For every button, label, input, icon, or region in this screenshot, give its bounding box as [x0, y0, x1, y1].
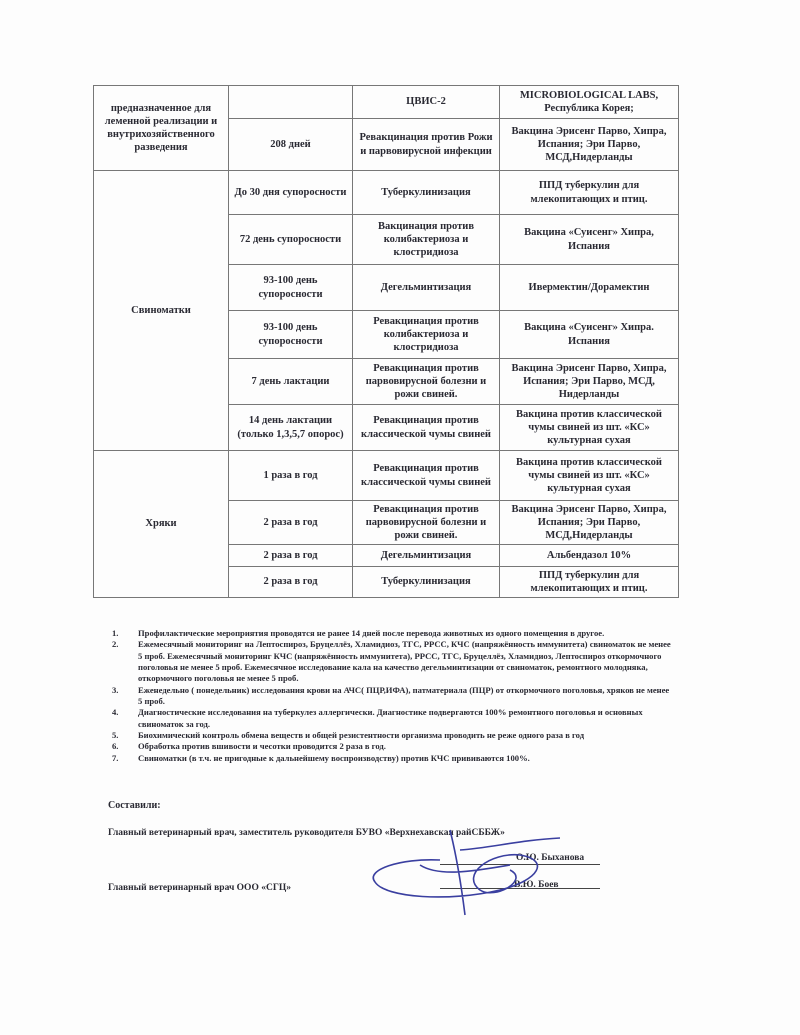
measure-cell: Ревакцинация против классической чумы свиней: [353, 405, 500, 451]
timing-cell: [229, 86, 353, 119]
timing-cell: 72 день супоросности: [229, 215, 353, 265]
signer1-name: О.Ю. Быханова: [516, 853, 585, 863]
notes-list: [112, 628, 672, 764]
timing-cell: 93-100 день супоросности: [229, 265, 353, 311]
note-item: [112, 685, 672, 708]
timing-cell: 1 раза в год: [229, 451, 353, 501]
note-item: [112, 628, 672, 639]
drug-cell: ППД туберкулин для млекопитающих и птиц.: [500, 171, 679, 215]
animal-group-cell: Хряки: [94, 451, 229, 598]
animal-group-cell: предназначенное для леменной реализации и внутрихозяйственного разведения: [94, 86, 229, 171]
timing-cell: 2 раза в год: [229, 545, 353, 567]
note-text: Свиноматки (в т.ч. не пригодные к дальнейшему воспроизводству) против КЧС прививаются 100%.: [138, 752, 530, 763]
timing-cell: До 30 дня супоросности: [229, 171, 353, 215]
note-number: 4.: [112, 707, 119, 718]
timing-cell: 14 день лактации (только 1,3,5,7 опорос): [229, 405, 353, 451]
drug-cell: Вакцина «Суисенг» Хипра, Испания: [500, 215, 679, 265]
drug-cell: Вакцина Эрисенг Парво, Хипра, Испания; Эри Парво, МСД,Нидерланды: [500, 119, 679, 171]
timing-cell: 2 раза в год: [229, 501, 353, 545]
note-item: [112, 707, 672, 730]
note-item: [112, 730, 672, 741]
note-number: 1.: [112, 628, 119, 638]
timing-cell: 7 день лактации: [229, 359, 353, 405]
note-number: 3.: [112, 684, 119, 695]
signer1-title: Главный ветеринарный врач, заместитель руководителя БУВО «Верхнехавская райСББЖ»: [108, 828, 505, 838]
vaccination-table: [93, 85, 679, 598]
timing-cell: 2 раза в год: [229, 567, 353, 598]
drug-cell: Вакцина «Суисенг» Хипра. Испания: [500, 311, 679, 359]
note-item: [112, 741, 672, 752]
signer2-name: В.Ю. Боев: [514, 880, 559, 890]
timing-cell: 208 дней: [229, 119, 353, 171]
measure-cell: Ревакцинация против классической чумы свиней: [353, 451, 500, 501]
measure-cell: Туберкулинизация: [353, 171, 500, 215]
measure-cell: Ревакцинация против колибактериоза и клостридиоза: [353, 311, 500, 359]
table-row: [94, 86, 679, 119]
handwritten-signature: [360, 820, 580, 920]
table-row: [94, 451, 679, 501]
measure-cell: Ревакцинация против парвовирусной болезни и рожи свиней.: [353, 359, 500, 405]
note-item: [112, 753, 672, 764]
note-number: 2.: [112, 639, 119, 650]
measure-cell: Дегельминтизация: [353, 265, 500, 311]
drug-cell: Вакцина против классической чумы свиней из шт. «КС» культурная сухая: [500, 405, 679, 451]
note-number: 7.: [112, 752, 119, 763]
note-text: Биохимический контроль обмена веществ и общей резистентности организма проводить не реже одного раза в год: [138, 730, 585, 741]
compiled-by-label: Составили:: [108, 800, 161, 811]
measure-cell: Ревакцинация против парвовирусной болезни и рожи свиней.: [353, 501, 500, 545]
note-text: Еженедельно ( понедельник) исследования крови на АЧС( ПЦР,ИФА), патматериала (ПЦР) от откормочного поголовья, хряков не менее 5 проб.: [138, 684, 670, 707]
measure-cell: Ревакцинация против Рожи и парвовирусной инфекции: [353, 119, 500, 171]
animal-group-cell: Свиноматки: [94, 171, 229, 451]
drug-cell: Альбендазол 10%: [500, 545, 679, 567]
drug-cell: ППД туберкулин для млекопитающих и птиц.: [500, 567, 679, 598]
measure-cell: Дегельминтизация: [353, 545, 500, 567]
drug-cell: Вакцина Эрисенг Парво, Хипра, Испания; Эри Парво, МСД, Нидерланды: [500, 359, 679, 405]
note-number: 6.: [112, 741, 119, 752]
note-text: Обработка против вшивости и чесотки проводится 2 раза в год.: [138, 741, 386, 752]
note-text: Ежемесячный мониторинг на Лептоспироз, Бруцеллёз, Хламидиоз, ТГС, РРСС, КЧС (напряжённость иммунитета) свиноматок не менее 5 проб. Ежемесячный мониторинг КЧС (напряжённость иммунитета), РРСС, ТГС, Бруцеллёз, Хламидиоз, Лептоспироз откормочного поголовья не менее 5 проб. Ежемесячное исследование кала на качество дегельминтизации от свиноматок, ремонтного молодняка, откормочного поголовья не менее 5 проб.: [138, 639, 671, 684]
measure-cell: Вакцинация против колибактериоза и клостридиоза: [353, 215, 500, 265]
note-number: 5.: [112, 730, 119, 741]
drug-cell: MICROBIOLOGICAL LABS, Республика Корея;: [500, 86, 679, 119]
drug-cell: Ивермектин/Дорамектин: [500, 265, 679, 311]
note-text: Диагностические исследования на туберкулез аллергически. Диагностике подвергаются 100% ремонтного поголовья и основных свиноматок за год.: [138, 707, 643, 729]
note-text: Профилактические мероприятия проводятся не ранее 14 дней после перевода животных из одного помещения в другое.: [138, 628, 605, 638]
table-row: [94, 171, 679, 215]
drug-cell: Вакцина Эрисенг Парво, Хипра, Испания; Эри Парво, МСД,Нидерланды: [500, 501, 679, 545]
measure-cell: ЦВИС-2: [353, 86, 500, 119]
signer2-title: Главный ветеринарный врач ООО «СГЦ»: [108, 883, 292, 893]
note-item: [112, 639, 672, 684]
timing-cell: 93-100 день супоросности: [229, 311, 353, 359]
measure-cell: Туберкулинизация: [353, 567, 500, 598]
drug-cell: Вакцина против классической чумы свиней из шт. «КС» культурная сухая: [500, 451, 679, 501]
